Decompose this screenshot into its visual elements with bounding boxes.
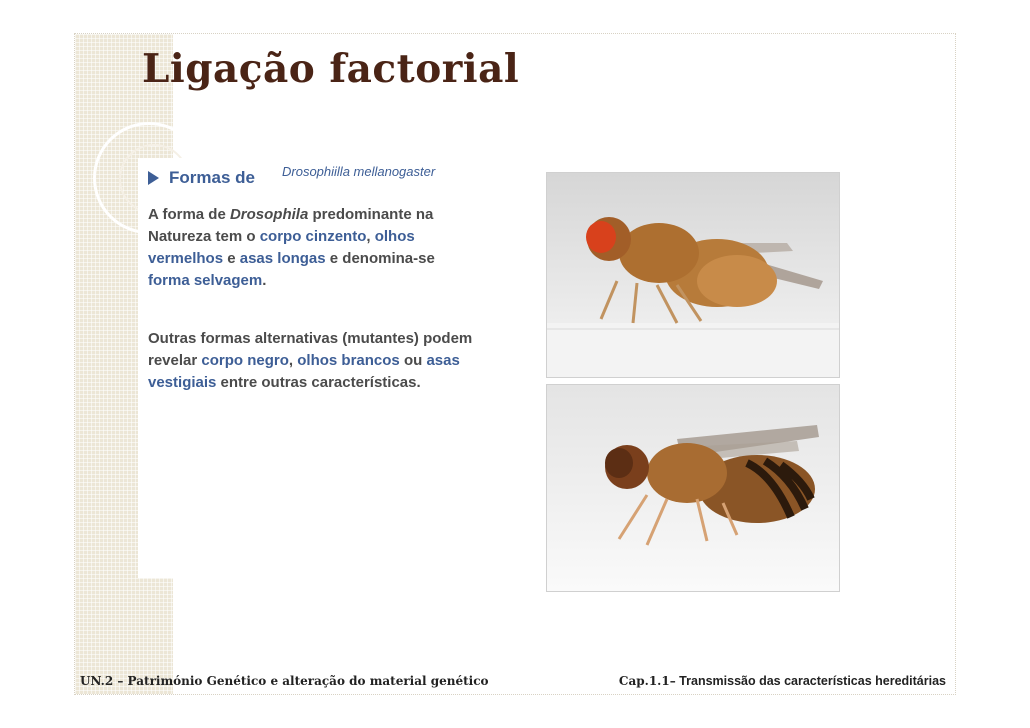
body-text: , [366,228,375,245]
paragraph-mutants [148,328,478,394]
species-label: Drosophiilla mellanogaster [282,164,436,179]
highlight-text: olhos brancos [297,352,400,369]
body-text: e denomina-se [325,250,435,267]
body-text: entre outras características. [216,374,421,391]
body-text: ou [399,352,427,369]
body-text: e [223,250,240,267]
highlight-text: corpo negro [201,352,289,369]
footer-chapter-prefix: Cap.1.1– [618,674,676,688]
mutant-fly-photo [546,384,840,592]
footer-unit-label: UN.2 – Património Genético e alteração do material genético [80,674,489,688]
footer-chapter-text: Transmissão das características hereditárias [675,674,946,688]
highlight-text: olhos vermelhos [148,228,415,267]
highlight-text: asas longas [239,250,326,267]
paragraph-wild-type [148,204,478,292]
wild-type-fly-photo [546,172,840,378]
body-text: A forma de [148,206,230,223]
body-text: . [262,272,267,289]
body-text: predominante na Natureza tem o [148,206,434,245]
highlight-text: asas vestigiais [148,352,460,391]
highlight-text: corpo cinzento [259,228,367,245]
body-text: Drosophila [229,206,309,223]
bullet-heading [148,168,255,188]
triangle-bullet-icon [148,171,159,185]
slide-title: Ligação factorial [142,46,520,92]
body-text: , [288,352,298,369]
footer-chapter-label [619,674,946,688]
fly-illustration-mutant [547,385,839,591]
highlight-text: forma selvagem [148,272,263,289]
bullet-label: Formas de [169,168,255,187]
text-image [138,158,533,578]
footer [80,672,950,694]
fly-illustration [547,173,839,377]
body-text: Outras formas alternativas (mutantes) podem revelar [148,330,473,369]
